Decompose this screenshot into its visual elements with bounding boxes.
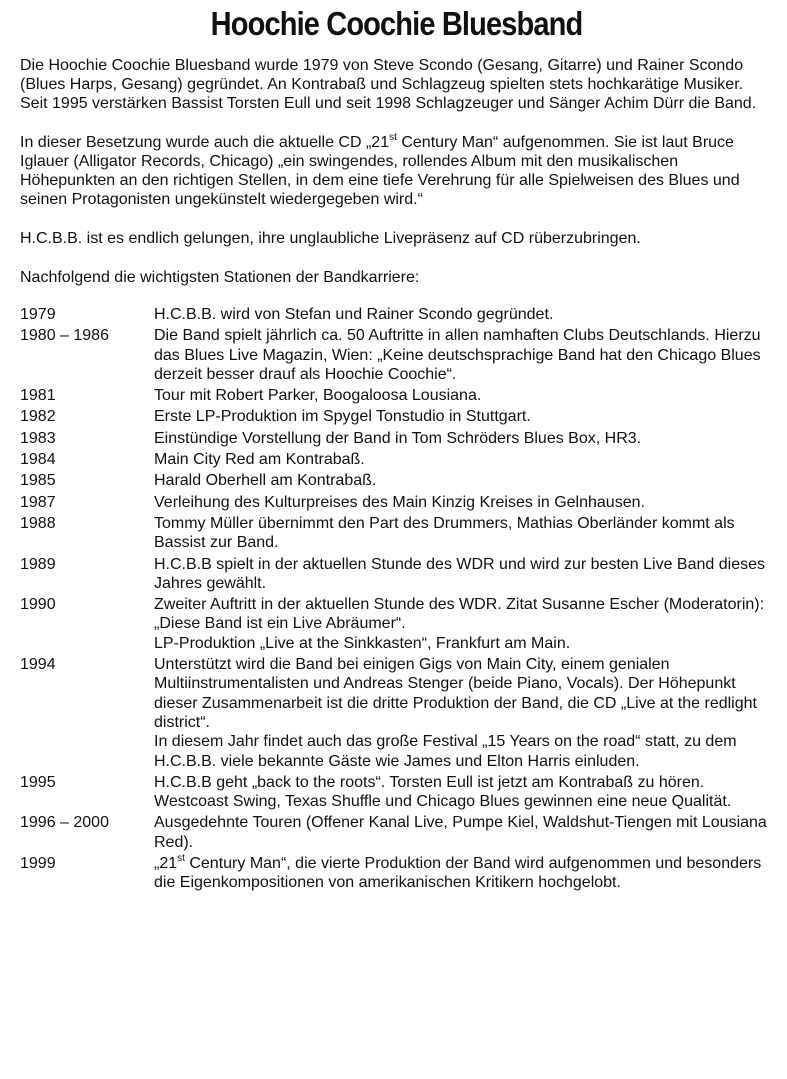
timeline-text-continued: In diesem Jahr findet auch das große Festival „15 Years on the road“ statt, zu dem H.C.B.B. viele bekannte Gäste wie James und Elton Harris einluden. [154,733,737,770]
timeline-text: Main City Red am Kontrabaß. [154,451,365,469]
intro-section [20,56,773,287]
intro-paragraph-1: Die Hoochie Coochie Bluesband wurde 1979 von Steve Scondo (Gesang, Gitarre) und Rainer Scondo (Blues Harps, Gesang) gegründet. An Kontrabaß und Schlagzeug spielten stets hochkarätige Musiker. Seit 1995 verstärken Bassist Torsten Eull und seit 1998 Schlagzeuger und Sänger Achim Dürr die Band. [20,57,757,112]
timeline-text: H.C.B.B geht „back to the roots“. Torsten Eull ist jetzt am Kontrabaß zu hören. Westcoast Swing, Texas Shuffle und Chicago Blues gewinnen eine neue Qualität. [154,773,732,811]
timeline-year: 1996 – 2000 [20,814,109,832]
timeline-year: 1983 [20,429,56,447]
intro-paragraph-2-sup: st [389,131,397,143]
timeline-year: 1988 [20,514,56,532]
timeline-text: H.C.B.B. wird von Stefan und Rainer Scondo gegründet. [154,306,554,323]
timeline-year: 1999 [20,855,56,873]
timeline-year: 1995 [20,773,56,791]
timeline-year: 1987 [20,493,56,511]
intro-paragraph-2 [20,133,773,209]
timeline-year: 1985 [20,472,56,490]
timeline-text: Tommy Müller übernimmt den Part des Drummers, Mathias Oberländer kommt als Bassist zur Band. [154,514,735,552]
timeline-row [20,773,780,814]
timeline-text: Tour mit Robert Parker, Boogaloosa Lousiana. [154,387,482,405]
timeline-text: Einstündige Vorstellung der Band in Tom Schröders Blues Box, HR3. [154,429,642,447]
timeline-row [20,471,780,492]
timeline-text-block [154,655,780,773]
timeline-row [20,386,780,407]
timeline-text: Zweiter Auftritt in der aktuellen Stunde des WDR. Zitat Susanne Escher (Moderatorin): „Diese Band ist ein Live Abräumer“. [154,596,765,633]
timeline-row [20,429,780,450]
timeline-row [20,854,780,895]
timeline-text: Harald Oberhell am Kontrabaß. [154,472,377,490]
timeline-text-block [154,595,780,655]
timeline-row [20,595,780,655]
timeline-row [20,655,780,773]
timeline-text-end: Century Man“, die vierte Produktion der Band wird aufgenommen und besonders die Eigenkompositionen von amerikanischen Kritikern hochgelobt. [154,855,762,892]
timeline-row [20,493,780,514]
timeline-row [20,813,780,854]
timeline-row [20,305,780,326]
timeline-text-continued: LP-Produktion „Live at the Sinkkasten“, Frankfurt am Main. [154,634,571,652]
page-title: Hoochie Coochie Bluesband [210,5,583,42]
intro-paragraph-4: Nachfolgend die wichtigsten Stationen der Bandkarriere: [20,269,420,286]
timeline-row [20,555,780,596]
timeline-year: 1984 [20,451,56,469]
timeline-text-start: „21 [154,855,178,873]
timeline-year: 1994 [20,656,56,674]
timeline-year: 1980 – 1986 [20,327,109,345]
intro-paragraph-3: H.C.B.B. ist es endlich gelungen, ihre unglaubliche Livepräsenz auf CD rüberzubringen. [20,230,641,247]
timeline-year: 1981 [20,387,56,405]
timeline-table [20,305,780,895]
timeline-row [20,326,780,386]
timeline-text: H.C.B.B spielt in der aktuellen Stunde des WDR und wird zur besten Live Band dieses Jahres gewählt. [154,555,765,592]
timeline-text: Unterstützt wird die Band bei einigen Gigs von Main City, einem genialen Multiinstrumentalisten und Andreas Stenger (beide Piano, Vocals). Der Höhepunkt dieser Zusammenarbeit ist die dritte Produktion der Band, die CD „Live at the redlight district“. [154,656,757,731]
timeline-year: 1979 [20,306,56,323]
timeline-text-sup: st [177,852,185,864]
timeline-year: 1989 [20,555,56,573]
timeline-text: Erste LP-Produktion im Spygel Tonstudio in Stuttgart. [154,408,531,426]
intro-paragraph-2-end: Century Man“ aufgenommen. Sie ist laut Bruce Iglauer (Alligator Records, Chicago) „ein swingendes, rollendes Album mit den musikalischen Höhepunkten an den richtigen Stellen, in dem eine tiefe Verehrung für alle Spielweisen des Blues und seinen Protagonisten ungekünstelt wiedergegeben wird.“ [20,134,740,208]
timeline-text: Verleihung des Kulturpreises des Main Kinzig Kreises in Gelnhausen. [154,493,645,511]
timeline-row [20,450,780,471]
timeline-row [20,514,780,555]
intro-paragraph-2-start: In dieser Besetzung wurde auch die aktuelle CD „21 [20,134,390,151]
timeline-year: 1982 [20,408,56,426]
timeline-year: 1990 [20,596,56,614]
timeline-row [20,407,780,428]
timeline-text: Ausgedehnte Touren (Offener Kanal Live, Pumpe Kiel, Waldshut-Tiengen mit Lousiana Red). [154,814,767,851]
timeline-text: Die Band spielt jährlich ca. 50 Auftritte in allen namhaften Clubs Deutschlands. Hierzu das Blues Live Magazin, Wien: „Keine deutschsprachige Band hat den Chicago Blues derzeit besser drauf als Hoochie Coochie“. [154,327,761,383]
timeline-text-block [154,854,780,895]
